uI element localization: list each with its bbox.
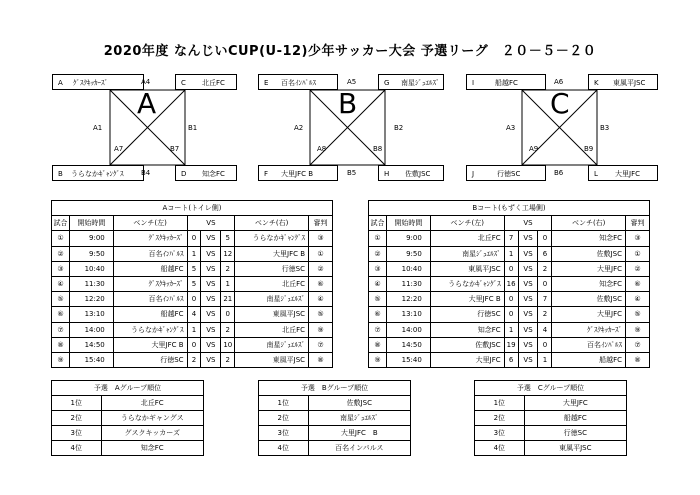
referee: ⑧ (309, 352, 333, 367)
group-c-standings-table (474, 380, 627, 456)
group-c-team-k: K 東風平JSC (588, 74, 658, 90)
right-score: 1 (538, 352, 552, 367)
rank: 3位 (52, 426, 102, 441)
right-score: 0 (538, 337, 552, 352)
start-time: 14:00 (386, 322, 430, 337)
header-vs: VS (187, 216, 235, 231)
bench-left-team: 大里JFC B (430, 292, 504, 307)
match-number: ⑦ (52, 322, 70, 337)
left-score: 7 (504, 231, 518, 246)
match-number: ① (52, 231, 70, 246)
start-time: 12:20 (386, 292, 430, 307)
group-b-team-f: F 大里JFC B (258, 165, 338, 181)
bench-left-team: ｸﾞｽｸｷｯｶｰｽﾞ (113, 276, 187, 291)
right-score: 1 (221, 276, 235, 291)
start-time: 14:50 (69, 337, 113, 352)
match-number: ⑥ (52, 307, 70, 322)
team-name: 百名インパルス (308, 441, 410, 456)
standings-row (259, 396, 411, 411)
group-b-match-b2: B2 (394, 124, 404, 132)
rank: 2位 (475, 411, 525, 426)
group-b-match-a5: A5 (347, 78, 357, 86)
right-score: 21 (221, 292, 235, 307)
right-score: 10 (221, 337, 235, 352)
group-b-team-e: E 百名ｲﾝﾊﾟﾙｽ (258, 74, 338, 90)
court-a-schedule-table (51, 200, 333, 368)
left-score: 0 (187, 231, 201, 246)
group-c-letter: C (550, 87, 570, 120)
left-score: 1 (187, 322, 201, 337)
header-bench-left: ベンチ(左) (113, 216, 187, 231)
standings-row (475, 396, 627, 411)
bench-right-team: 東風平JSC (235, 352, 309, 367)
left-score: 19 (504, 337, 518, 352)
bench-left-team: ｸﾞｽｸｷｯｶｰｽﾞ (113, 231, 187, 246)
referee: ④ (309, 292, 333, 307)
bench-left-team: 百名ｲﾝﾊﾟﾙｽ (113, 246, 187, 261)
vs-label: VS (518, 231, 538, 246)
referee: ⑥ (626, 276, 650, 291)
referee: ④ (626, 292, 650, 307)
match-number: ④ (369, 276, 387, 291)
team-name: うらなかギャングス (101, 411, 204, 426)
referee: ⑨ (626, 322, 650, 337)
standings-row (52, 441, 204, 456)
schedule-row (369, 352, 650, 367)
match-number: ② (369, 246, 387, 261)
rank: 4位 (475, 441, 525, 456)
standings-row (52, 426, 204, 441)
left-score: 1 (187, 246, 201, 261)
vs-label: VS (518, 292, 538, 307)
bench-right-team: ｸﾞｽｸｷｯｶｰｽﾞ (552, 322, 626, 337)
match-number: ③ (369, 261, 387, 276)
bench-left-team: うらなかｷﾞｬﾝｸﾞｽ (430, 276, 504, 291)
vs-label: VS (201, 276, 221, 291)
left-score: 5 (187, 276, 201, 291)
bench-right-team: うらなかｷﾞｬﾝｸﾞｽ (235, 231, 309, 246)
left-score: 0 (504, 292, 518, 307)
vs-label: VS (518, 307, 538, 322)
right-score: 2 (538, 261, 552, 276)
right-score: 2 (221, 352, 235, 367)
bench-left-team: 東風平JSC (430, 261, 504, 276)
group-a-match-a7: A7 (114, 145, 124, 153)
vs-label: VS (201, 246, 221, 261)
court-a-title: Aコート(トイレ側) (52, 201, 333, 216)
match-number: ⑤ (369, 292, 387, 307)
bench-left-team: 北丘FC (430, 231, 504, 246)
left-score: 4 (187, 307, 201, 322)
standings-row (475, 411, 627, 426)
bench-right-team: 南星ｼﾞｭｴﾙｽﾞ (235, 337, 309, 352)
start-time: 10:40 (69, 261, 113, 276)
schedule-row (52, 261, 333, 276)
left-score: 0 (187, 337, 201, 352)
bench-left-team: 船越FC (113, 307, 187, 322)
schedule-row (369, 292, 650, 307)
bench-left-team: 知念FC (430, 322, 504, 337)
referee: ⑧ (626, 352, 650, 367)
court-b-schedule-table (368, 200, 650, 368)
start-time: 9:00 (69, 231, 113, 246)
rank: 2位 (259, 411, 309, 426)
rank: 3位 (259, 426, 309, 441)
right-score: 2 (538, 307, 552, 322)
bench-right-team: 大里JFC B (235, 246, 309, 261)
group-b-team-h: H 佐敷JSC (378, 165, 444, 181)
schedule-row (369, 307, 650, 322)
bench-left-team: 大里JFC (430, 352, 504, 367)
vs-label: VS (518, 337, 538, 352)
left-score: 1 (504, 322, 518, 337)
vs-label: VS (201, 292, 221, 307)
team-name: 東風平JSC (524, 441, 626, 456)
team-name: 北丘FC (101, 396, 204, 411)
referee: ⑤ (626, 307, 650, 322)
standings-title: 予選 Cグループ順位 (475, 381, 627, 396)
group-a-team-d: D 知念FC (175, 165, 237, 181)
referee: ③ (626, 231, 650, 246)
match-number: ③ (52, 261, 70, 276)
referee: ⑥ (309, 276, 333, 291)
bench-left-team: うらなかｷﾞｬﾝｸﾞｽ (113, 322, 187, 337)
group-a-letter: A (137, 87, 157, 120)
vs-label: VS (201, 261, 221, 276)
match-number: ⑦ (369, 322, 387, 337)
group-a-match-b4: B4 (141, 169, 151, 177)
vs-label: VS (518, 352, 538, 367)
group-c-match-a3: A3 (506, 124, 516, 132)
group-a-team-b: B うらなかｷﾞｬﾝｸﾞｽ (52, 165, 144, 181)
group-a-match-b7: B7 (170, 145, 180, 153)
team-name: 大里JFC B (308, 426, 410, 441)
court-a-title-row (52, 201, 333, 216)
start-time: 10:40 (386, 261, 430, 276)
bench-left-team: 船越FC (113, 261, 187, 276)
vs-label: VS (201, 352, 221, 367)
referee: ⑦ (309, 337, 333, 352)
start-time: 15:40 (386, 352, 430, 367)
start-time: 9:50 (69, 246, 113, 261)
right-score: 5 (221, 231, 235, 246)
schedule-row (52, 337, 333, 352)
start-time: 14:00 (69, 322, 113, 337)
standings-title: 予選 Bグループ順位 (259, 381, 411, 396)
left-score: 16 (504, 276, 518, 291)
rank: 4位 (259, 441, 309, 456)
referee: ⑤ (309, 307, 333, 322)
match-number: ④ (52, 276, 70, 291)
group-a-match-a1: A1 (93, 124, 103, 132)
rank: 4位 (52, 441, 102, 456)
right-score: 4 (538, 322, 552, 337)
match-number: ⑥ (369, 307, 387, 322)
team-name: 知念FC (101, 441, 204, 456)
group-a-team-a: A ｸﾞｽｸｷｯｶｰｽﾞ (52, 74, 144, 90)
header-bench-right: ベンチ(右) (235, 216, 309, 231)
standings-row (259, 411, 411, 426)
start-time: 11:30 (386, 276, 430, 291)
vs-label: VS (518, 322, 538, 337)
left-score: 2 (187, 352, 201, 367)
bench-right-team: 船越FC (552, 352, 626, 367)
bench-right-team: 知念FC (552, 231, 626, 246)
header-start: 開始時間 (69, 216, 113, 231)
match-number: ⑤ (52, 292, 70, 307)
start-time: 13:10 (386, 307, 430, 322)
left-score: 6 (504, 352, 518, 367)
group-a-match-a4: A4 (141, 78, 151, 86)
start-time: 11:30 (69, 276, 113, 291)
team-name: 南星ｼﾞｭｴﾙｽﾞ (308, 411, 410, 426)
right-score: 2 (221, 322, 235, 337)
rank: 1位 (475, 396, 525, 411)
schedule-row (52, 292, 333, 307)
vs-label: VS (201, 337, 221, 352)
bench-left-team: 行徳SC (113, 352, 187, 367)
match-number: ② (52, 246, 70, 261)
page-title: 2020年度 なんじいCUP(U-12)少年サッカー大会 予選リーグ ２０－５－２０ (103, 44, 597, 59)
referee: ② (309, 261, 333, 276)
group-b-match-b5: B5 (347, 169, 357, 177)
group-c-match-b6: B6 (554, 169, 564, 177)
team-name: 佐敷JSC (308, 396, 410, 411)
match-number: ⑨ (369, 352, 387, 367)
bench-right-team: 佐敷JSC (552, 246, 626, 261)
group-b-match-a8: A8 (317, 145, 327, 153)
bench-right-team: 大里JFC (552, 307, 626, 322)
team-name: 行徳SC (524, 426, 626, 441)
start-time: 9:50 (386, 246, 430, 261)
schedule-row (369, 337, 650, 352)
bench-left-team: 大里JFC B (113, 337, 187, 352)
group-c-match-a9: A9 (529, 145, 539, 153)
schedule-row (52, 322, 333, 337)
bench-right-team: 北丘FC (235, 322, 309, 337)
rank: 1位 (52, 396, 102, 411)
bench-right-team: 百名ｲﾝﾊﾟﾙｽ (552, 337, 626, 352)
match-number: ⑧ (52, 337, 70, 352)
right-score: 12 (221, 246, 235, 261)
referee: ⑨ (309, 322, 333, 337)
group-c-team-i: I 船越FC (466, 74, 546, 90)
bench-right-team: 東風平JSC (235, 307, 309, 322)
bench-left-team: 行徳SC (430, 307, 504, 322)
bench-right-team: 北丘FC (235, 276, 309, 291)
header-bench-left: ベンチ(左) (430, 216, 504, 231)
team-name: 大里JFC (524, 396, 626, 411)
standings-row (475, 441, 627, 456)
start-time: 13:10 (69, 307, 113, 322)
bench-left-team: 南星ｼﾞｭｴﾙｽﾞ (430, 246, 504, 261)
match-number: ⑧ (369, 337, 387, 352)
right-score: 0 (221, 307, 235, 322)
group-b-match-b8: B8 (373, 145, 383, 153)
vs-label: VS (201, 322, 221, 337)
court-b-title-row (369, 201, 650, 216)
header-match: 試合 (369, 216, 387, 231)
bench-right-team: 行徳SC (235, 261, 309, 276)
schedule-row (369, 246, 650, 261)
schedule-row (369, 322, 650, 337)
group-c-match-b9: B9 (584, 145, 594, 153)
standings-row (52, 396, 204, 411)
bench-right-team: 南星ｼﾞｭｴﾙｽﾞ (235, 292, 309, 307)
header-vs: VS (504, 216, 552, 231)
referee: ① (626, 246, 650, 261)
referee: ⑦ (626, 337, 650, 352)
group-b-letter: B (338, 87, 358, 120)
bench-right-team: 大里JFC (552, 261, 626, 276)
referee: ③ (309, 231, 333, 246)
start-time: 15:40 (69, 352, 113, 367)
rank: 1位 (259, 396, 309, 411)
standings-row (52, 411, 204, 426)
rank: 2位 (52, 411, 102, 426)
group-a-team-c: C 北丘FC (175, 74, 237, 90)
bench-left-team: 百名ｲﾝﾊﾟﾙｽ (113, 292, 187, 307)
court-b-title: Bコート(もずく工場側) (369, 201, 650, 216)
referee: ② (626, 261, 650, 276)
vs-label: VS (518, 276, 538, 291)
standings-row (259, 426, 411, 441)
schedule-row (52, 231, 333, 246)
group-a-standings-table (51, 380, 204, 456)
start-time: 14:50 (386, 337, 430, 352)
right-score: 0 (538, 231, 552, 246)
vs-label: VS (518, 261, 538, 276)
court-b-header-row (369, 216, 650, 231)
schedule-row (52, 276, 333, 291)
standings-title: 予選 Aグループ順位 (52, 381, 204, 396)
referee: ① (309, 246, 333, 261)
start-time: 12:20 (69, 292, 113, 307)
group-c-match-a6: A6 (554, 78, 564, 86)
left-score: 5 (187, 261, 201, 276)
left-score: 1 (504, 246, 518, 261)
team-name: 船越FC (524, 411, 626, 426)
header-referee: 審判 (309, 216, 333, 231)
start-time: 9:00 (386, 231, 430, 246)
right-score: 0 (538, 276, 552, 291)
header-bench-right: ベンチ(右) (552, 216, 626, 231)
schedule-row (369, 261, 650, 276)
left-score: 0 (504, 307, 518, 322)
left-score: 0 (504, 261, 518, 276)
group-c-match-b3: B3 (600, 124, 610, 132)
schedule-row (52, 246, 333, 261)
group-c-team-j: J 行徳SC (466, 165, 546, 181)
header-referee: 審判 (626, 216, 650, 231)
group-b-match-a2: A2 (294, 124, 304, 132)
schedule-row (52, 307, 333, 322)
standings-row (475, 426, 627, 441)
group-a-match-b1: B1 (188, 124, 198, 132)
match-number: ⑨ (52, 352, 70, 367)
bench-right-team: 知念FC (552, 276, 626, 291)
schedule-row (369, 231, 650, 246)
team-name: グスクキッカーズ (101, 426, 204, 441)
rank: 3位 (475, 426, 525, 441)
header-match: 試合 (52, 216, 70, 231)
right-score: 7 (538, 292, 552, 307)
group-b-team-g: G 南星ｼﾞｭｴﾙｽﾞ (378, 74, 444, 90)
standings-row (259, 441, 411, 456)
bench-left-team: 佐敷JSC (430, 337, 504, 352)
bench-right-team: 佐敷JSC (552, 292, 626, 307)
header-start: 開始時間 (386, 216, 430, 231)
vs-label: VS (518, 246, 538, 261)
vs-label: VS (201, 231, 221, 246)
group-b-standings-table (258, 380, 411, 456)
schedule-row (52, 352, 333, 367)
group-c-team-l: L 大里JFC (588, 165, 658, 181)
right-score: 2 (221, 261, 235, 276)
left-score: 0 (187, 292, 201, 307)
match-number: ① (369, 231, 387, 246)
court-a-header-row (52, 216, 333, 231)
right-score: 6 (538, 246, 552, 261)
schedule-row (369, 276, 650, 291)
vs-label: VS (201, 307, 221, 322)
